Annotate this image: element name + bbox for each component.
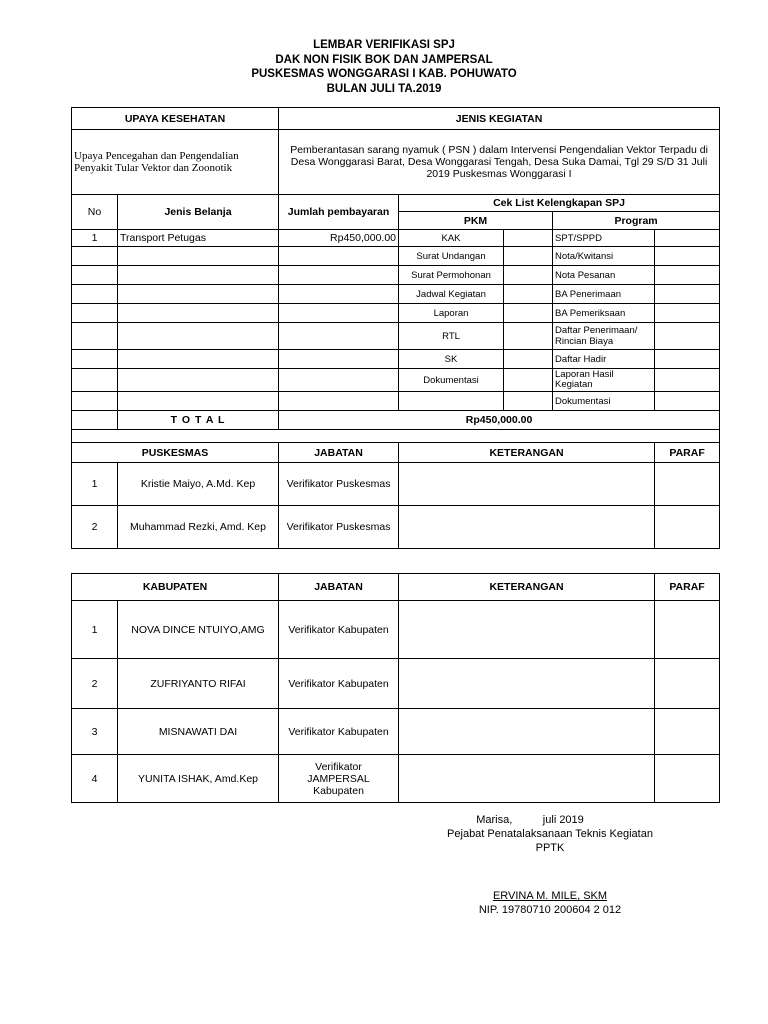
row-program: SPT/SPPD bbox=[553, 230, 655, 247]
row-program-check bbox=[655, 350, 720, 369]
verifier-no: 4 bbox=[72, 755, 118, 803]
verifier-keterangan bbox=[399, 601, 655, 659]
row-pkm-check bbox=[504, 350, 553, 369]
row-pkm-check bbox=[504, 230, 553, 247]
row-program: BA Penerimaan bbox=[553, 285, 655, 304]
row-program: Nota/Kwitansi bbox=[553, 247, 655, 266]
row-pkm-check bbox=[504, 304, 553, 323]
signature-role: PPTK bbox=[535, 842, 565, 854]
verifier-no: 1 bbox=[72, 463, 118, 506]
verifier-jabatan: Verifikator Kabupaten bbox=[279, 659, 399, 709]
row-jumlah bbox=[279, 266, 399, 285]
verifier-keterangan bbox=[399, 755, 655, 803]
puskesmas-keterangan-header: KETERANGAN bbox=[399, 443, 655, 463]
row-no: 1 bbox=[72, 230, 118, 247]
verifier-jabatan: Verifikator Puskesmas bbox=[279, 506, 399, 549]
upaya-value: Upaya Pencegahan dan Pengendalian Penyakit Tular Vektor dan Zoonotik bbox=[72, 130, 279, 195]
row-pkm-check bbox=[504, 323, 553, 350]
kabupaten-keterangan-header: KETERANGAN bbox=[399, 574, 655, 601]
row-program-check bbox=[655, 247, 720, 266]
row-pkm-check bbox=[504, 247, 553, 266]
row-program: Daftar Hadir bbox=[553, 350, 655, 369]
signatory-nip: NIP. 19780710 200604 2 012 bbox=[478, 904, 622, 916]
row-jenis: Transport Petugas bbox=[118, 230, 279, 247]
signatory bbox=[400, 889, 700, 917]
row-pkm: Dokumentasi bbox=[399, 369, 504, 392]
verifier-keterangan bbox=[399, 709, 655, 755]
signature-position: Pejabat Penatalaksanaan Teknis Kegiatan bbox=[447, 828, 653, 840]
verifier-paraf bbox=[655, 659, 720, 709]
row-program-check bbox=[655, 304, 720, 323]
verifier-name: YUNITA ISHAK, Amd.Kep bbox=[118, 755, 279, 803]
puskesmas-paraf-header: PARAF bbox=[655, 443, 720, 463]
row-program-check bbox=[655, 266, 720, 285]
total-value: Rp450,000.00 bbox=[279, 411, 720, 430]
verifier-no: 1 bbox=[72, 601, 118, 659]
row-jumlah bbox=[279, 304, 399, 323]
jenis-value: Pemberantasan sarang nyamuk ( PSN ) dalam Intervensi Pengendalian Vektor Terpadu di Desa Wonggarasi Barat, Desa Wonggarasi Tengah, Desa Suka Damai, Tgl 29 S/D 31 Juli 2019 Puskesmas Wonggarasi I bbox=[279, 130, 720, 195]
row-pkm-check bbox=[504, 285, 553, 304]
col-cek-list: Cek List Kelengkapan SPJ bbox=[399, 195, 720, 212]
row-jenis bbox=[118, 350, 279, 369]
kabupaten-jabatan-header: JABATAN bbox=[279, 574, 399, 601]
row-no bbox=[72, 285, 118, 304]
kabupaten-row bbox=[72, 755, 720, 803]
kabupaten-row bbox=[72, 659, 720, 709]
row-program-check bbox=[655, 230, 720, 247]
verifier-jabatan: Verifikator Kabupaten bbox=[279, 709, 399, 755]
row-jenis bbox=[118, 392, 279, 411]
verifier-paraf bbox=[655, 506, 720, 549]
puskesmas-header: PUSKESMAS bbox=[72, 443, 279, 463]
header-title: LEMBAR VERIFIKASI SPJ bbox=[313, 39, 455, 51]
puskesmas-row bbox=[72, 506, 720, 549]
verifier-no: 2 bbox=[72, 506, 118, 549]
row-jenis bbox=[118, 266, 279, 285]
row-pkm: Jadwal Kegiatan bbox=[399, 285, 504, 304]
spacer-row bbox=[72, 430, 720, 443]
row-pkm-check bbox=[504, 266, 553, 285]
verifier-keterangan bbox=[399, 506, 655, 549]
verifier-paraf bbox=[655, 601, 720, 659]
kabupaten-paraf-header: PARAF bbox=[655, 574, 720, 601]
verifier-paraf bbox=[655, 463, 720, 506]
table-row bbox=[72, 285, 720, 304]
table-row bbox=[72, 323, 720, 350]
col-jumlah: Jumlah pembayaran bbox=[279, 195, 399, 230]
verifier-jabatan: Verifikator Kabupaten bbox=[279, 601, 399, 659]
verifier-name: NOVA DINCE NTUIYO,AMG bbox=[118, 601, 279, 659]
row-program-check bbox=[655, 369, 720, 392]
verifier-keterangan bbox=[399, 659, 655, 709]
puskesmas-jabatan-header: JABATAN bbox=[279, 443, 399, 463]
row-jumlah bbox=[279, 350, 399, 369]
row-program: Dokumentasi bbox=[553, 392, 655, 411]
row-program-check bbox=[655, 392, 720, 411]
row-pkm-check bbox=[504, 369, 553, 392]
row-jenis bbox=[118, 369, 279, 392]
kabupaten-row bbox=[72, 601, 720, 659]
row-no bbox=[72, 266, 118, 285]
row-no bbox=[72, 323, 118, 350]
row-jumlah: Rp450,000.00 bbox=[279, 230, 399, 247]
signature-place-date: Marisa, juli 2019 bbox=[476, 814, 584, 826]
table-row bbox=[72, 369, 720, 392]
verifier-jabatan: Verifikator Puskesmas bbox=[279, 463, 399, 506]
row-jumlah bbox=[279, 247, 399, 266]
table-row bbox=[72, 304, 720, 323]
table-row bbox=[72, 247, 720, 266]
row-program: Daftar Penerimaan/ Rincian Biaya bbox=[553, 323, 655, 350]
col-pkm: PKM bbox=[399, 212, 553, 230]
row-program: BA Pemeriksaan bbox=[553, 304, 655, 323]
signature-block bbox=[400, 813, 700, 855]
row-no bbox=[72, 350, 118, 369]
row-pkm bbox=[399, 392, 504, 411]
row-program-check bbox=[655, 285, 720, 304]
row-pkm: Laporan bbox=[399, 304, 504, 323]
row-program-check bbox=[655, 323, 720, 350]
kabupaten-row bbox=[72, 709, 720, 755]
row-jumlah bbox=[279, 392, 399, 411]
table-row bbox=[72, 392, 720, 411]
verification-table bbox=[71, 107, 720, 549]
signatory-name: ERVINA M. MILE, SKM bbox=[492, 890, 608, 902]
verifier-no: 3 bbox=[72, 709, 118, 755]
row-program: Nota Pesanan bbox=[553, 266, 655, 285]
verifier-keterangan bbox=[399, 463, 655, 506]
row-no bbox=[72, 392, 118, 411]
row-no bbox=[72, 247, 118, 266]
kabupaten-table bbox=[71, 573, 720, 803]
col-no: No bbox=[72, 195, 118, 230]
col-jenis-belanja: Jenis Belanja bbox=[118, 195, 279, 230]
row-pkm: RTL bbox=[399, 323, 504, 350]
verifier-paraf bbox=[655, 709, 720, 755]
table-row bbox=[72, 266, 720, 285]
row-jenis bbox=[118, 304, 279, 323]
table-row bbox=[72, 350, 720, 369]
kabupaten-header: KABUPATEN bbox=[72, 574, 279, 601]
row-pkm: Surat Permohonan bbox=[399, 266, 504, 285]
puskesmas-row bbox=[72, 463, 720, 506]
total-row bbox=[72, 411, 720, 430]
row-no bbox=[72, 304, 118, 323]
row-jenis bbox=[118, 285, 279, 304]
verifier-no: 2 bbox=[72, 659, 118, 709]
row-pkm: SK bbox=[399, 350, 504, 369]
total-label: T O T A L bbox=[118, 411, 279, 430]
verifier-name: Muhammad Rezki, Amd. Kep bbox=[118, 506, 279, 549]
row-pkm-check bbox=[504, 392, 553, 411]
row-pkm: KAK bbox=[399, 230, 504, 247]
row-jumlah bbox=[279, 323, 399, 350]
verifier-name: MISNAWATI DAI bbox=[118, 709, 279, 755]
verifier-name: ZUFRIYANTO RIFAI bbox=[118, 659, 279, 709]
upaya-header: UPAYA KESEHATAN bbox=[72, 108, 279, 130]
verifier-name: Kristie Maiyo, A.Md. Kep bbox=[118, 463, 279, 506]
row-no bbox=[72, 369, 118, 392]
row-jumlah bbox=[279, 285, 399, 304]
col-program: Program bbox=[553, 212, 720, 230]
header-period: BULAN JULI TA.2019 bbox=[326, 82, 442, 95]
row-jenis bbox=[118, 323, 279, 350]
row-jumlah bbox=[279, 369, 399, 392]
verifier-paraf bbox=[655, 755, 720, 803]
row-pkm: Surat Undangan bbox=[399, 247, 504, 266]
verifier-jabatan: Verifikator JAMPERSAL Kabupaten bbox=[279, 755, 399, 803]
row-program: Laporan Hasil Kegiatan bbox=[553, 369, 655, 392]
header-subtitle: DAK NON FISIK BOK DAN JAMPERSAL bbox=[275, 53, 493, 66]
header-puskesmas: PUSKESMAS WONGGARASI I KAB. POHUWATO bbox=[251, 68, 517, 80]
jenis-header: JENIS KEGIATAN bbox=[279, 108, 720, 130]
table-row bbox=[72, 230, 720, 247]
row-jenis bbox=[118, 247, 279, 266]
document-header bbox=[0, 38, 768, 96]
